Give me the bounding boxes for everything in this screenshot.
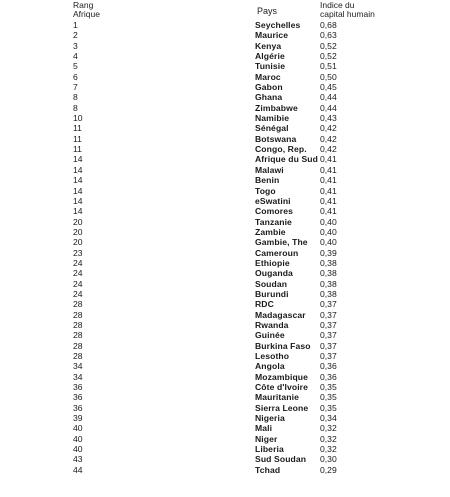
index-value-cell: 0,41: [320, 154, 337, 165]
country-cell: Madagascar: [255, 309, 306, 320]
index-column-header: [320, 1, 375, 19]
rank-cell: 44: [73, 464, 83, 475]
rank-cell: 40: [73, 433, 83, 444]
country-cell: Comores: [255, 206, 293, 217]
rank-cell: 3: [73, 40, 78, 51]
rank-cell: 40: [73, 444, 83, 455]
table-row: [0, 123, 450, 133]
index-value-cell: 0,35: [320, 382, 337, 393]
table-row: [0, 20, 450, 30]
rank-cell: 14: [73, 175, 83, 186]
table-row: [0, 186, 450, 196]
rank-cell: 24: [73, 257, 83, 268]
index-value-cell: 0,29: [320, 464, 337, 475]
index-value-cell: 0,41: [320, 185, 337, 196]
table-row: [0, 134, 450, 144]
rank-cell: 14: [73, 195, 83, 206]
country-cell: Congo, Rep.: [255, 144, 307, 155]
country-cell: Gambie, The: [255, 237, 308, 248]
rank-cell: 6: [73, 71, 78, 82]
table-row: [0, 92, 450, 102]
country-cell: Rwanda: [255, 319, 289, 330]
country-cell: Malawi: [255, 164, 284, 175]
rank-cell: 10: [73, 113, 83, 124]
index-value-cell: 0,42: [320, 133, 337, 144]
rank-cell: 14: [73, 154, 83, 165]
country-column-header: Pays: [257, 6, 278, 16]
table-row: [0, 341, 450, 351]
table-row: [0, 217, 450, 227]
country-cell: Gabon: [255, 82, 283, 93]
rank-cell: 14: [73, 164, 83, 175]
table-row: [0, 465, 450, 475]
index-value-cell: 0,41: [320, 164, 337, 175]
index-value-cell: 0,36: [320, 361, 337, 372]
rank-header-line2: Afrique: [73, 9, 100, 19]
index-value-cell: 0,44: [320, 92, 337, 103]
table-row: [0, 41, 450, 51]
index-value-cell: 0,38: [320, 257, 337, 268]
table-row: [0, 72, 450, 82]
index-value-cell: 0,41: [320, 206, 337, 217]
country-cell: Sierra Leone: [255, 402, 309, 413]
country-cell: Tunisie: [255, 61, 286, 72]
rank-cell: 28: [73, 351, 83, 361]
rank-cell: 36: [73, 402, 83, 413]
rank-cell: 14: [73, 185, 83, 196]
country-cell: RDC: [255, 299, 274, 310]
table-row: [0, 403, 450, 413]
index-value-cell: 0,50: [320, 71, 337, 82]
table-row: [0, 154, 450, 164]
rank-cell: 8: [73, 102, 78, 113]
rank-cell: 20: [73, 237, 83, 248]
rank-cell: 11: [73, 144, 82, 155]
index-value-cell: 0,42: [320, 144, 337, 155]
table-row: [0, 454, 450, 464]
index-value-cell: 0,35: [320, 402, 337, 413]
country-cell: Burundi: [255, 288, 289, 299]
rank-cell: 24: [73, 268, 83, 279]
table-row: [0, 351, 450, 361]
country-cell: eSwatini: [255, 195, 291, 206]
table-row: [0, 175, 450, 185]
index-value-cell: 0,38: [320, 278, 337, 289]
table-row: [0, 434, 450, 444]
index-value-cell: 0,32: [320, 423, 337, 434]
rank-cell: 2: [73, 30, 78, 41]
index-value-cell: 0,39: [320, 247, 337, 258]
table-row: [0, 113, 450, 123]
index-value-cell: 0,41: [320, 175, 337, 186]
index-value-cell: 0,38: [320, 288, 337, 299]
country-cell: Guinée: [255, 330, 285, 341]
rank-cell: 20: [73, 216, 83, 227]
index-value-cell: 0,34: [320, 413, 337, 424]
index-value-cell: 0,68: [320, 20, 337, 30]
rank-cell: 5: [73, 61, 78, 72]
index-value-cell: 0,44: [320, 102, 337, 113]
country-cell: Zimbabwe: [255, 102, 298, 113]
index-value-cell: 0,63: [320, 30, 337, 41]
index-value-cell: 0,37: [320, 340, 337, 351]
rank-cell: 36: [73, 382, 83, 393]
rank-cell: 28: [73, 330, 83, 341]
rank-cell: 7: [73, 82, 78, 93]
table-row: [0, 258, 450, 268]
rank-header-line1: Rang: [73, 0, 94, 10]
country-cell: Seychelles: [255, 20, 301, 30]
rank-cell: 39: [73, 413, 83, 424]
rank-cell: 23: [73, 247, 83, 258]
index-value-cell: 0,38: [320, 268, 337, 279]
index-value-cell: 0,37: [320, 319, 337, 330]
rank-cell: 11: [73, 123, 82, 134]
index-value-cell: 0,32: [320, 433, 337, 444]
index-value-cell: 0,30: [320, 454, 337, 465]
table-row: [0, 310, 450, 320]
table-row: [0, 248, 450, 258]
rank-cell: 36: [73, 392, 83, 403]
table-row: [0, 330, 450, 340]
country-cell: Angola: [255, 361, 285, 372]
rank-cell: 24: [73, 278, 83, 289]
table-row: [0, 144, 450, 154]
country-cell: Cameroun: [255, 247, 299, 258]
country-cell: Maroc: [255, 71, 281, 82]
country-cell: Togo: [255, 185, 276, 196]
table-row: [0, 51, 450, 61]
index-value-cell: 0,52: [320, 40, 337, 51]
index-value-cell: 0,40: [320, 237, 337, 248]
index-value-cell: 0,42: [320, 123, 337, 134]
table-row: [0, 82, 450, 92]
rank-cell: 8: [73, 92, 78, 103]
rank-cell: 24: [73, 288, 83, 299]
rank-cell: 28: [73, 340, 83, 351]
table-row: [0, 392, 450, 402]
country-cell: Namibie: [255, 113, 290, 124]
country-cell: Mozambique: [255, 371, 309, 382]
index-value-cell: 0,36: [320, 371, 337, 382]
country-cell: Côte d'Ivoire: [255, 382, 309, 393]
country-cell: Botswana: [255, 133, 297, 144]
table-row: [0, 227, 450, 237]
index-header-line1: Indice du: [320, 0, 355, 10]
table-row: [0, 165, 450, 175]
country-cell: Ouganda: [255, 268, 293, 279]
rank-cell: 28: [73, 319, 83, 330]
country-cell: Benin: [255, 175, 280, 186]
rank-cell: 20: [73, 226, 83, 237]
country-cell: Afrique du Sud: [255, 154, 318, 165]
rank-cell: 1: [73, 20, 78, 30]
index-value-cell: 0,45: [320, 82, 337, 93]
country-cell: Maurice: [255, 30, 289, 41]
table-row: [0, 206, 450, 216]
index-value-cell: 0,37: [320, 351, 337, 361]
country-cell: Liberia: [255, 444, 284, 455]
table-row: [0, 103, 450, 113]
table-row: [0, 423, 450, 433]
country-cell: Kenya: [255, 40, 282, 51]
rank-cell: 14: [73, 206, 83, 217]
rank-column-header: [73, 1, 100, 19]
rank-cell: 28: [73, 309, 83, 320]
ranking-table-body: [0, 20, 450, 475]
table-row: [0, 196, 450, 206]
country-cell: Tchad: [255, 464, 281, 475]
country-cell: Lesotho: [255, 351, 290, 361]
rank-cell: 28: [73, 299, 83, 310]
table-row: [0, 268, 450, 278]
index-value-cell: 0,37: [320, 309, 337, 320]
country-cell: Mali: [255, 423, 273, 434]
country-cell: Tanzanie: [255, 216, 292, 227]
table-row: [0, 444, 450, 454]
index-value-cell: 0,41: [320, 195, 337, 206]
index-value-cell: 0,43: [320, 113, 337, 124]
index-value-cell: 0,40: [320, 216, 337, 227]
table-row: [0, 279, 450, 289]
index-value-cell: 0,51: [320, 61, 337, 72]
index-value-cell: 0,37: [320, 299, 337, 310]
table-row: [0, 61, 450, 71]
table-row: [0, 289, 450, 299]
country-cell: Burkina Faso: [255, 340, 311, 351]
country-cell: Niger: [255, 433, 278, 444]
index-value-cell: 0,40: [320, 226, 337, 237]
index-value-cell: 0,32: [320, 444, 337, 455]
table-row: [0, 237, 450, 247]
country-cell: Ghana: [255, 92, 283, 103]
table-row: [0, 299, 450, 309]
rank-cell: 34: [73, 371, 83, 382]
table-row: [0, 361, 450, 371]
table-row: [0, 30, 450, 40]
rank-cell: 34: [73, 361, 83, 372]
country-cell: Sud Soudan: [255, 454, 307, 465]
table-row: [0, 320, 450, 330]
country-cell: Algérie: [255, 51, 285, 62]
rank-cell: 4: [73, 51, 78, 62]
rank-cell: 43: [73, 454, 83, 465]
index-header-line2: capital humain: [320, 9, 375, 19]
rank-cell: 11: [73, 133, 82, 144]
index-value-cell: 0,37: [320, 330, 337, 341]
rank-cell: 40: [73, 423, 83, 434]
country-cell: Mauritanie: [255, 392, 299, 403]
country-cell: Ethiopie: [255, 257, 290, 268]
country-cell: Sénégal: [255, 123, 289, 134]
table-row: [0, 382, 450, 392]
table-row: [0, 413, 450, 423]
country-cell: Nigeria: [255, 413, 285, 424]
index-value-cell: 0,52: [320, 51, 337, 62]
country-cell: Soudan: [255, 278, 288, 289]
country-cell: Zambie: [255, 226, 286, 237]
index-value-cell: 0,35: [320, 392, 337, 403]
table-row: [0, 372, 450, 382]
